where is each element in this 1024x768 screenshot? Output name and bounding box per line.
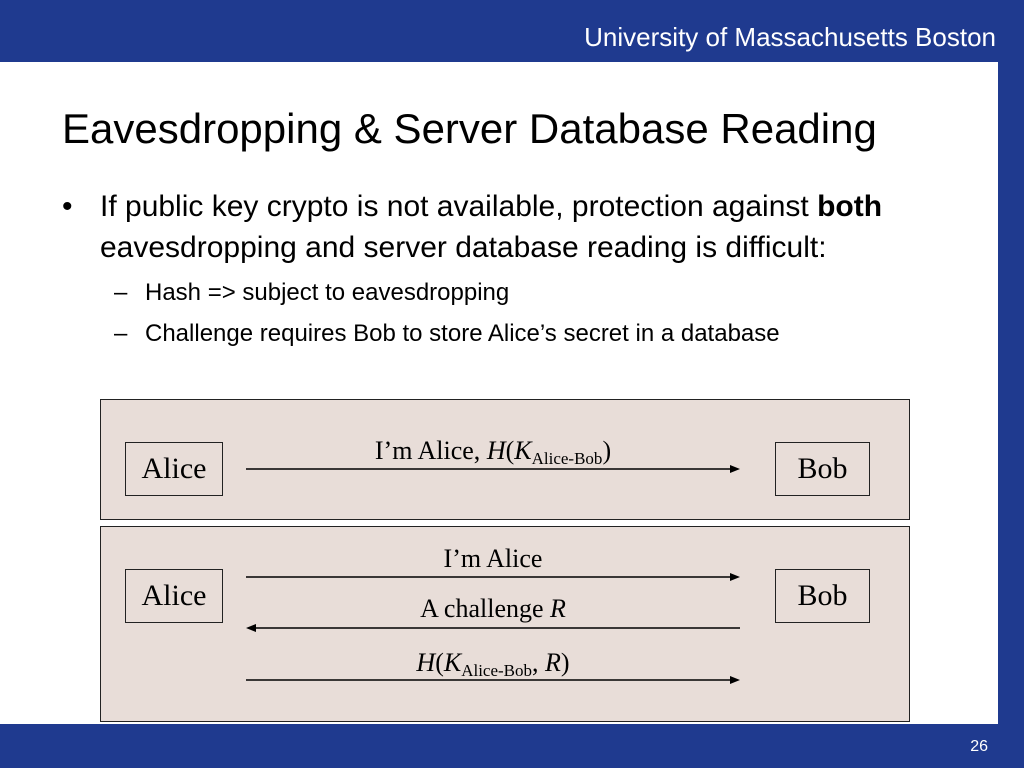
right-band <box>998 0 1024 768</box>
arrow-right <box>246 463 740 475</box>
sub-bullet-dash: – <box>114 279 128 306</box>
comma: , <box>532 648 546 677</box>
arrow-right <box>246 571 740 583</box>
bullet-text-end: eavesdropping and server database reading is difficult: <box>100 231 827 264</box>
hash-symbol: H <box>416 648 436 677</box>
challenge-text: A challenge <box>420 594 551 623</box>
challenge-symbol: R <box>545 648 561 677</box>
key-symbol: K <box>514 436 532 465</box>
key-subscript: Alice-Bob <box>531 449 603 468</box>
sub-bullet-list <box>62 272 922 354</box>
arrow-right <box>246 674 740 686</box>
bob-box: Bob <box>775 442 870 496</box>
message-label: I’m Alice <box>443 544 543 573</box>
hash-symbol: H <box>486 436 506 465</box>
message-label <box>246 436 740 468</box>
close-paren: ) <box>602 436 612 465</box>
sub-bullet-text: Challenge requires Bob to store Alice’s secret in a database <box>145 320 780 347</box>
footer-band <box>0 724 1024 768</box>
bob-box: Bob <box>775 569 870 623</box>
open-paren: ( <box>435 648 444 677</box>
sub-bullet-text: Hash => subject to eavesdropping <box>145 279 510 306</box>
main-bullet <box>62 186 922 268</box>
response-label <box>246 648 740 680</box>
alice-box: Alice <box>125 569 223 623</box>
challenge-response-diagram <box>100 526 910 722</box>
message-prefix: I’m Alice, <box>374 436 487 465</box>
bullet-bold-word: both <box>817 190 883 223</box>
open-paren: ( <box>505 436 515 465</box>
institution-name: University of Massachusetts Boston <box>584 22 996 52</box>
bullet-list <box>62 186 922 354</box>
sub-bullet-challenge <box>62 313 922 354</box>
hash-auth-diagram <box>100 399 910 520</box>
sub-bullet-dash: – <box>114 320 128 347</box>
arrow-left <box>246 622 740 634</box>
close-paren: ) <box>560 648 570 677</box>
slide-title: Eavesdropping & Server Database Reading <box>62 105 877 152</box>
challenge-label <box>246 595 740 623</box>
bullet-marker: • <box>62 190 73 223</box>
key-subscript: Alice-Bob <box>461 661 533 680</box>
challenge-symbol: R <box>550 594 566 623</box>
key-symbol: K <box>443 648 462 677</box>
alice-box: Alice <box>125 442 223 496</box>
sub-bullet-hash <box>62 272 922 313</box>
bullet-text-start: If public key crypto is not available, protection against <box>100 190 818 223</box>
slide-number: 26 <box>970 738 988 755</box>
